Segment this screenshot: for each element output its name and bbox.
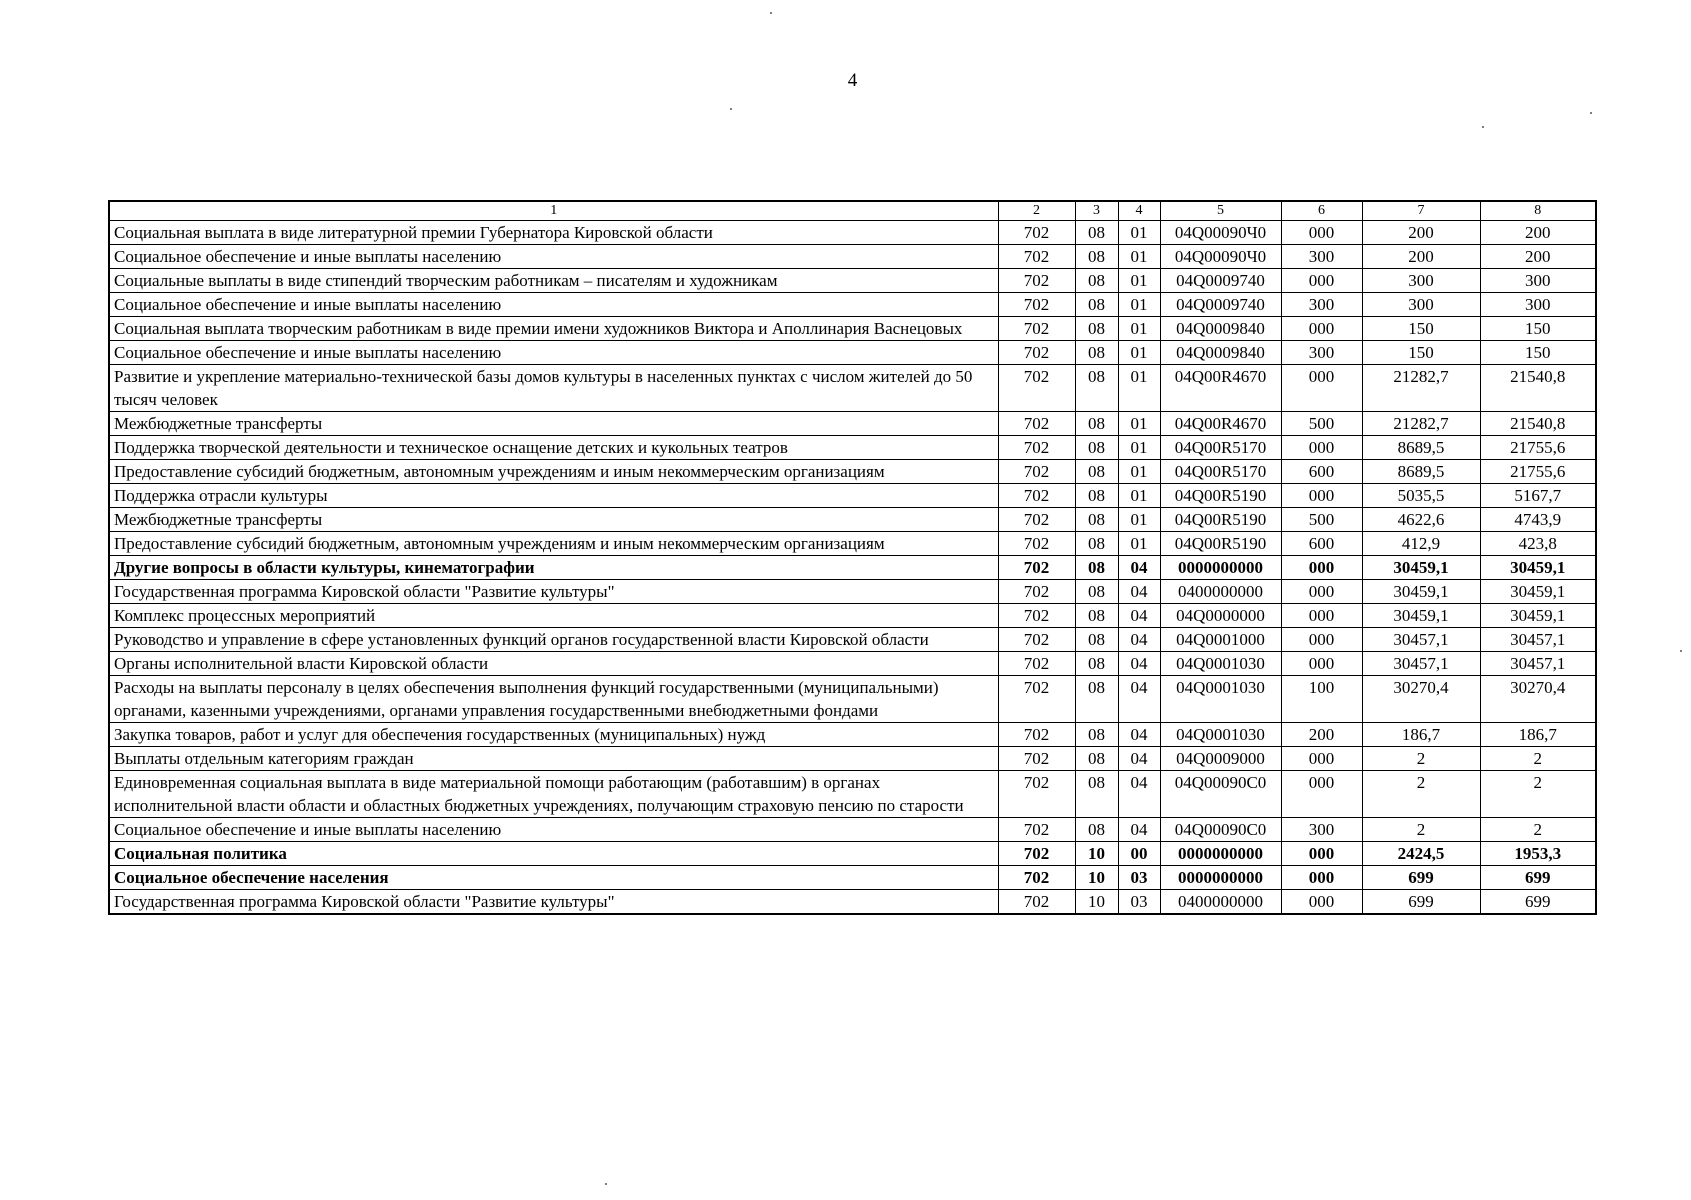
admin-code: 702 <box>998 818 1075 842</box>
table-row <box>109 293 1596 317</box>
section-code: 08 <box>1075 412 1118 436</box>
subsection-code: 04 <box>1118 676 1160 723</box>
subsection-code: 04 <box>1118 771 1160 818</box>
table-row <box>109 365 1596 412</box>
scan-speck <box>730 108 732 110</box>
amount-col-7: 186,7 <box>1362 723 1480 747</box>
subsection-code: 04 <box>1118 628 1160 652</box>
subsection-code: 01 <box>1118 412 1160 436</box>
table-row <box>109 269 1596 293</box>
amount-col-7: 30459,1 <box>1362 556 1480 580</box>
table-row <box>109 652 1596 676</box>
table-row <box>109 508 1596 532</box>
admin-code: 702 <box>998 580 1075 604</box>
expense-type-code: 000 <box>1281 652 1362 676</box>
page-number: 4 <box>847 70 858 91</box>
section-code: 08 <box>1075 269 1118 293</box>
subsection-code: 01 <box>1118 532 1160 556</box>
scan-speck <box>1482 126 1484 128</box>
target-article-code: 04Q0001030 <box>1160 723 1281 747</box>
section-code: 08 <box>1075 580 1118 604</box>
amount-col-8: 21540,8 <box>1480 365 1596 412</box>
row-description: Межбюджетные трансферты <box>109 412 998 436</box>
amount-col-8: 423,8 <box>1480 532 1596 556</box>
expense-type-code: 300 <box>1281 341 1362 365</box>
expense-type-code: 500 <box>1281 508 1362 532</box>
amount-col-7: 699 <box>1362 890 1480 915</box>
section-code: 08 <box>1075 460 1118 484</box>
subsection-code: 01 <box>1118 508 1160 532</box>
section-code: 08 <box>1075 556 1118 580</box>
admin-code: 702 <box>998 532 1075 556</box>
subsection-code: 03 <box>1118 890 1160 915</box>
amount-col-7: 300 <box>1362 269 1480 293</box>
scan-speck <box>770 12 772 14</box>
amount-col-8: 21755,6 <box>1480 436 1596 460</box>
amount-col-7: 21282,7 <box>1362 412 1480 436</box>
admin-code: 702 <box>998 365 1075 412</box>
amount-col-7: 150 <box>1362 317 1480 341</box>
section-code: 08 <box>1075 484 1118 508</box>
table-row <box>109 317 1596 341</box>
admin-code: 702 <box>998 460 1075 484</box>
table-row <box>109 484 1596 508</box>
target-article-code: 04Q00090Ч0 <box>1160 245 1281 269</box>
table-row <box>109 747 1596 771</box>
row-description: Социальная выплата в виде литературной премии Губернатора Кировской области <box>109 221 998 245</box>
expense-type-code: 600 <box>1281 532 1362 556</box>
expense-type-code: 000 <box>1281 484 1362 508</box>
row-description: Органы исполнительной власти Кировской области <box>109 652 998 676</box>
admin-code: 702 <box>998 890 1075 915</box>
row-description: Руководство и управление в сфере установленных функций органов государственной власти Кировской области <box>109 628 998 652</box>
admin-code: 702 <box>998 269 1075 293</box>
subsection-code: 04 <box>1118 652 1160 676</box>
row-description: Социальное обеспечение и иные выплаты населению <box>109 245 998 269</box>
amount-col-7: 30459,1 <box>1362 580 1480 604</box>
amount-col-7: 150 <box>1362 341 1480 365</box>
section-code: 08 <box>1075 747 1118 771</box>
subsection-code: 04 <box>1118 556 1160 580</box>
row-description: Комплекс процессных мероприятий <box>109 604 998 628</box>
amount-col-7: 30457,1 <box>1362 628 1480 652</box>
subsection-code: 00 <box>1118 842 1160 866</box>
target-article-code: 0400000000 <box>1160 580 1281 604</box>
amount-col-8: 699 <box>1480 890 1596 915</box>
section-code: 08 <box>1075 652 1118 676</box>
scan-speck <box>605 1183 607 1185</box>
amount-col-8: 30457,1 <box>1480 652 1596 676</box>
expense-type-code: 000 <box>1281 221 1362 245</box>
amount-col-8: 30459,1 <box>1480 580 1596 604</box>
row-description: Государственная программа Кировской области "Развитие культуры" <box>109 890 998 915</box>
section-code: 08 <box>1075 771 1118 818</box>
target-article-code: 04Q00R4670 <box>1160 365 1281 412</box>
expense-type-code: 300 <box>1281 293 1362 317</box>
amount-col-8: 30457,1 <box>1480 628 1596 652</box>
admin-code: 702 <box>998 484 1075 508</box>
table-row <box>109 436 1596 460</box>
row-description: Поддержка отрасли культуры <box>109 484 998 508</box>
expense-type-code: 600 <box>1281 460 1362 484</box>
section-code: 08 <box>1075 341 1118 365</box>
table-row <box>109 221 1596 245</box>
row-description: Выплаты отдельным категориям граждан <box>109 747 998 771</box>
amount-col-7: 200 <box>1362 221 1480 245</box>
subsection-code: 01 <box>1118 269 1160 293</box>
row-description: Государственная программа Кировской области "Развитие культуры" <box>109 580 998 604</box>
table-row <box>109 245 1596 269</box>
row-description: Социальная выплата творческим работникам в виде премии имени художников Виктора и Аполлинария Васнецовых <box>109 317 998 341</box>
column-header: 4 <box>1118 201 1160 221</box>
admin-code: 702 <box>998 628 1075 652</box>
amount-col-7: 5035,5 <box>1362 484 1480 508</box>
row-description: Социальные выплаты в виде стипендий творческим работникам – писателям и художникам <box>109 269 998 293</box>
target-article-code: 04Q0009000 <box>1160 747 1281 771</box>
row-description: Предоставление субсидий бюджетным, автономным учреждениям и иным некоммерческим организациям <box>109 532 998 556</box>
admin-code: 702 <box>998 245 1075 269</box>
column-header: 7 <box>1362 201 1480 221</box>
expense-type-code: 000 <box>1281 747 1362 771</box>
table-row <box>109 556 1596 580</box>
column-header: 1 <box>109 201 998 221</box>
expense-type-code: 000 <box>1281 365 1362 412</box>
row-description: Закупка товаров, работ и услуг для обеспечения государственных (муниципальных) нужд <box>109 723 998 747</box>
amount-col-7: 2 <box>1362 747 1480 771</box>
amount-col-8: 200 <box>1480 221 1596 245</box>
target-article-code: 04Q0001030 <box>1160 652 1281 676</box>
section-code: 08 <box>1075 245 1118 269</box>
amount-col-7: 21282,7 <box>1362 365 1480 412</box>
admin-code: 702 <box>998 676 1075 723</box>
row-description: Социальное обеспечение населения <box>109 866 998 890</box>
table-row <box>109 890 1596 915</box>
row-description: Поддержка творческой деятельности и техническое оснащение детских и кукольных театров <box>109 436 998 460</box>
subsection-code: 04 <box>1118 580 1160 604</box>
target-article-code: 0400000000 <box>1160 890 1281 915</box>
table-row <box>109 818 1596 842</box>
expense-type-code: 100 <box>1281 676 1362 723</box>
target-article-code: 04Q00R5190 <box>1160 532 1281 556</box>
admin-code: 702 <box>998 412 1075 436</box>
amount-col-8: 2 <box>1480 771 1596 818</box>
amount-col-8: 21540,8 <box>1480 412 1596 436</box>
target-article-code: 04Q0009740 <box>1160 293 1281 317</box>
amount-col-8: 300 <box>1480 293 1596 317</box>
column-header: 8 <box>1480 201 1596 221</box>
expense-type-code: 000 <box>1281 556 1362 580</box>
subsection-code: 01 <box>1118 460 1160 484</box>
table-row <box>109 532 1596 556</box>
section-code: 10 <box>1075 866 1118 890</box>
amount-col-7: 2424,5 <box>1362 842 1480 866</box>
target-article-code: 04Q00R5170 <box>1160 460 1281 484</box>
table-row <box>109 866 1596 890</box>
target-article-code: 04Q00R5190 <box>1160 484 1281 508</box>
subsection-code: 04 <box>1118 747 1160 771</box>
expense-type-code: 000 <box>1281 269 1362 293</box>
amount-col-8: 5167,7 <box>1480 484 1596 508</box>
expense-type-code: 300 <box>1281 245 1362 269</box>
target-article-code: 04Q00R5170 <box>1160 436 1281 460</box>
amount-col-8: 150 <box>1480 341 1596 365</box>
expense-type-code: 000 <box>1281 890 1362 915</box>
amount-col-8: 1953,3 <box>1480 842 1596 866</box>
table-row <box>109 676 1596 723</box>
admin-code: 702 <box>998 652 1075 676</box>
table-row <box>109 604 1596 628</box>
amount-col-8: 186,7 <box>1480 723 1596 747</box>
subsection-code: 01 <box>1118 436 1160 460</box>
table-row <box>109 341 1596 365</box>
table-row <box>109 580 1596 604</box>
expense-type-code: 000 <box>1281 628 1362 652</box>
table-row <box>109 628 1596 652</box>
amount-col-8: 30270,4 <box>1480 676 1596 723</box>
column-header: 2 <box>998 201 1075 221</box>
target-article-code: 0000000000 <box>1160 556 1281 580</box>
section-code: 08 <box>1075 221 1118 245</box>
target-article-code: 04Q0009840 <box>1160 341 1281 365</box>
expense-type-code: 200 <box>1281 723 1362 747</box>
row-description: Межбюджетные трансферты <box>109 508 998 532</box>
budget-table <box>108 200 1597 915</box>
admin-code: 702 <box>998 747 1075 771</box>
admin-code: 702 <box>998 436 1075 460</box>
amount-col-8: 30459,1 <box>1480 556 1596 580</box>
subsection-code: 01 <box>1118 245 1160 269</box>
expense-type-code: 300 <box>1281 818 1362 842</box>
section-code: 10 <box>1075 842 1118 866</box>
section-code: 08 <box>1075 628 1118 652</box>
amount-col-7: 8689,5 <box>1362 436 1480 460</box>
subsection-code: 01 <box>1118 317 1160 341</box>
expense-type-code: 000 <box>1281 317 1362 341</box>
admin-code: 702 <box>998 293 1075 317</box>
expense-type-code: 000 <box>1281 604 1362 628</box>
row-description: Социальное обеспечение и иные выплаты населению <box>109 293 998 317</box>
admin-code: 702 <box>998 341 1075 365</box>
target-article-code: 04Q00090C0 <box>1160 818 1281 842</box>
subsection-code: 01 <box>1118 484 1160 508</box>
amount-col-8: 200 <box>1480 245 1596 269</box>
amount-col-7: 200 <box>1362 245 1480 269</box>
row-description: Другие вопросы в области культуры, кинематографии <box>109 556 998 580</box>
amount-col-7: 300 <box>1362 293 1480 317</box>
amount-col-7: 2 <box>1362 771 1480 818</box>
amount-col-8: 4743,9 <box>1480 508 1596 532</box>
subsection-code: 04 <box>1118 604 1160 628</box>
section-code: 08 <box>1075 676 1118 723</box>
amount-col-8: 150 <box>1480 317 1596 341</box>
admin-code: 702 <box>998 723 1075 747</box>
target-article-code: 04Q00090Ч0 <box>1160 221 1281 245</box>
target-article-code: 0000000000 <box>1160 866 1281 890</box>
row-description: Социальное обеспечение и иные выплаты населению <box>109 818 998 842</box>
amount-col-8: 300 <box>1480 269 1596 293</box>
scan-speck <box>1680 650 1682 652</box>
table-row <box>109 842 1596 866</box>
expense-type-code: 000 <box>1281 436 1362 460</box>
target-article-code: 04Q0009740 <box>1160 269 1281 293</box>
section-code: 08 <box>1075 365 1118 412</box>
amount-col-8: 21755,6 <box>1480 460 1596 484</box>
row-description: Предоставление субсидий бюджетным, автономным учреждениям и иным некоммерческим организациям <box>109 460 998 484</box>
section-code: 08 <box>1075 818 1118 842</box>
admin-code: 702 <box>998 508 1075 532</box>
subsection-code: 01 <box>1118 221 1160 245</box>
admin-code: 702 <box>998 221 1075 245</box>
section-code: 08 <box>1075 317 1118 341</box>
amount-col-7: 699 <box>1362 866 1480 890</box>
admin-code: 702 <box>998 771 1075 818</box>
expense-type-code: 000 <box>1281 580 1362 604</box>
target-article-code: 04Q00R4670 <box>1160 412 1281 436</box>
section-code: 08 <box>1075 604 1118 628</box>
amount-col-8: 2 <box>1480 747 1596 771</box>
section-code: 08 <box>1075 723 1118 747</box>
table-row <box>109 460 1596 484</box>
admin-code: 702 <box>998 604 1075 628</box>
subsection-code: 04 <box>1118 818 1160 842</box>
target-article-code: 04Q0009840 <box>1160 317 1281 341</box>
amount-col-7: 2 <box>1362 818 1480 842</box>
section-code: 08 <box>1075 293 1118 317</box>
section-code: 08 <box>1075 436 1118 460</box>
row-description: Единовременная социальная выплата в виде материальной помощи работающим (работавшим) в органах исполнительной власти области и областных бюджетных учреждениях, получающим страховую пенсию по старости <box>109 771 998 818</box>
table-row <box>109 771 1596 818</box>
admin-code: 702 <box>998 556 1075 580</box>
amount-col-7: 412,9 <box>1362 532 1480 556</box>
amount-col-8: 699 <box>1480 866 1596 890</box>
amount-col-8: 2 <box>1480 818 1596 842</box>
target-article-code: 04Q0001030 <box>1160 676 1281 723</box>
admin-code: 702 <box>998 842 1075 866</box>
expense-type-code: 000 <box>1281 771 1362 818</box>
column-number-row <box>109 201 1596 221</box>
target-article-code: 04Q0000000 <box>1160 604 1281 628</box>
subsection-code: 01 <box>1118 365 1160 412</box>
section-code: 08 <box>1075 532 1118 556</box>
amount-col-7: 30457,1 <box>1362 652 1480 676</box>
column-header: 6 <box>1281 201 1362 221</box>
scan-speck <box>1590 112 1592 114</box>
target-article-code: 0000000000 <box>1160 842 1281 866</box>
amount-col-7: 30270,4 <box>1362 676 1480 723</box>
expense-type-code: 000 <box>1281 842 1362 866</box>
row-description: Социальное обеспечение и иные выплаты населению <box>109 341 998 365</box>
subsection-code: 01 <box>1118 341 1160 365</box>
target-article-code: 04Q0001000 <box>1160 628 1281 652</box>
expense-type-code: 500 <box>1281 412 1362 436</box>
subsection-code: 04 <box>1118 723 1160 747</box>
amount-col-8: 30459,1 <box>1480 604 1596 628</box>
row-description: Развитие и укрепление материально-технической базы домов культуры в населенных пунктах с числом жителей до 50 тысяч человек <box>109 365 998 412</box>
subsection-code: 01 <box>1118 293 1160 317</box>
section-code: 08 <box>1075 508 1118 532</box>
table-row <box>109 412 1596 436</box>
subsection-code: 03 <box>1118 866 1160 890</box>
column-header: 5 <box>1160 201 1281 221</box>
row-description: Расходы на выплаты персоналу в целях обеспечения выполнения функций государственными (муниципальными) органами, казенными учреждениями, органами управления государственными внебюджетными фондами <box>109 676 998 723</box>
target-article-code: 04Q00090C0 <box>1160 771 1281 818</box>
amount-col-7: 30459,1 <box>1362 604 1480 628</box>
row-description: Социальная политика <box>109 842 998 866</box>
admin-code: 702 <box>998 317 1075 341</box>
target-article-code: 04Q00R5190 <box>1160 508 1281 532</box>
admin-code: 702 <box>998 866 1075 890</box>
column-header: 3 <box>1075 201 1118 221</box>
table-row <box>109 723 1596 747</box>
section-code: 10 <box>1075 890 1118 915</box>
amount-col-7: 8689,5 <box>1362 460 1480 484</box>
amount-col-7: 4622,6 <box>1362 508 1480 532</box>
expense-type-code: 000 <box>1281 866 1362 890</box>
